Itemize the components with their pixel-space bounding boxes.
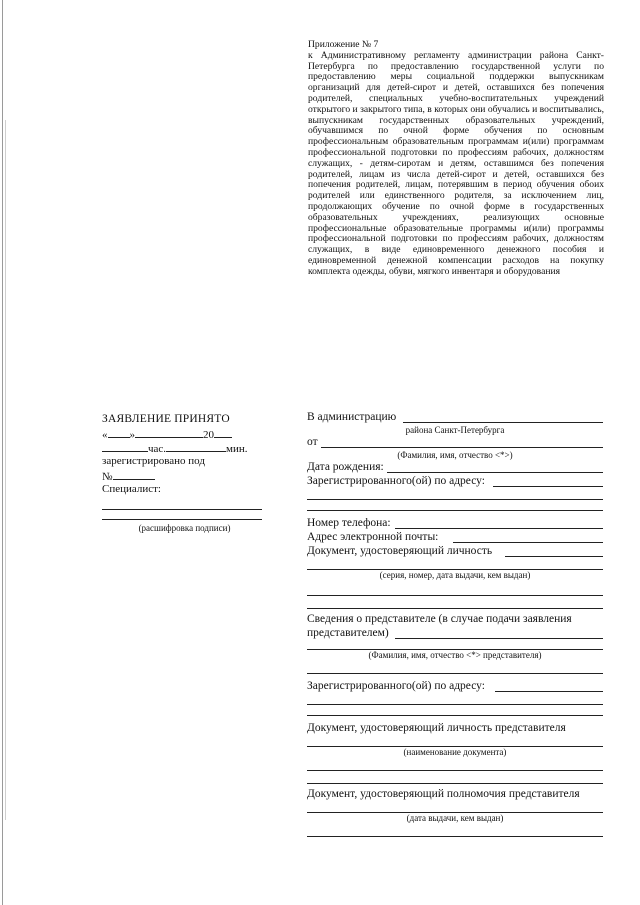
- appendix-number: Приложение № 7: [308, 39, 379, 50]
- month-field[interactable]: [135, 427, 203, 438]
- accepted-title: ЗАЯВЛЕНИЕ ПРИНЯТО: [102, 413, 230, 425]
- birth-date-field[interactable]: [387, 472, 603, 473]
- specialist-label: Специалист:: [102, 483, 161, 495]
- admin-field[interactable]: [403, 422, 603, 423]
- minute-label: мин.: [226, 443, 248, 455]
- email-field[interactable]: [453, 542, 603, 543]
- identity-line-4[interactable]: [307, 596, 603, 609]
- hour-field[interactable]: [102, 441, 148, 452]
- hour-label: час.: [148, 443, 167, 455]
- from-label: от: [307, 436, 318, 448]
- phone-field[interactable]: [395, 528, 603, 529]
- specialist-signature-row: [102, 497, 267, 513]
- registration-number-row: [102, 469, 267, 483]
- identity-label: Документ, удостоверяющий личность: [307, 545, 493, 557]
- rep-address-label: Зарегистрированного(ой) по адресу:: [307, 680, 485, 692]
- rep-address-field[interactable]: [495, 691, 603, 692]
- phone-label: Номер телефона:: [307, 517, 391, 529]
- from-row: [307, 436, 603, 450]
- accepted-date-row: [102, 427, 267, 441]
- year-prefix: 20: [203, 429, 214, 441]
- scan-edge: [2, 0, 3, 905]
- birth-row: [307, 461, 603, 475]
- rep-address-line-3[interactable]: [307, 705, 603, 716]
- phone-row: [307, 517, 603, 531]
- minute-field[interactable]: [166, 441, 226, 452]
- authority-row: [307, 788, 603, 802]
- year-field[interactable]: [214, 427, 232, 438]
- email-row: [307, 531, 603, 545]
- fio-caption: (Фамилия, имя, отчество <*>): [397, 450, 513, 460]
- rep-identity-row: [307, 722, 603, 736]
- rep-address-row: [307, 680, 603, 694]
- rep-identity-line-3[interactable]: [307, 771, 603, 784]
- representative-field[interactable]: [395, 638, 603, 639]
- birth-label: Дата рождения:: [307, 461, 384, 473]
- authority-line-2[interactable]: [307, 824, 603, 837]
- scan-edge-shadow: [5, 120, 6, 820]
- authority-caption: (дата выдачи, кем выдан): [406, 813, 504, 823]
- rep-identity-label: Документ, удостоверяющий личность представителя: [307, 722, 566, 734]
- rep-address-line-2[interactable]: [307, 694, 603, 705]
- representative-info-row: [307, 613, 603, 627]
- specialist-name-line[interactable]: [102, 519, 262, 520]
- specialist-signature-line[interactable]: [102, 509, 262, 510]
- applicant-name-field[interactable]: [321, 447, 603, 448]
- address-line-3[interactable]: [307, 500, 603, 511]
- quote-open: «: [102, 429, 108, 441]
- address-row: [307, 475, 603, 489]
- rep-fio-caption: (Фамилия, имя, отчество <*> представителя): [368, 650, 542, 660]
- rep-identity-line[interactable]: [307, 736, 603, 747]
- authority-line[interactable]: [307, 802, 603, 813]
- specialist-name-row: [102, 513, 267, 523]
- address-field[interactable]: [493, 486, 603, 487]
- admin-label: В администрацию: [307, 411, 397, 423]
- admin-row: [307, 411, 603, 425]
- registered-label: зарегистрировано под: [102, 455, 205, 467]
- rep-identity-line-2[interactable]: [307, 758, 603, 771]
- representative-line-2[interactable]: [307, 641, 603, 650]
- accepted-time-row: [102, 441, 267, 455]
- signature-caption: (расшифровка подписи): [138, 523, 231, 533]
- address-line-2[interactable]: [307, 489, 603, 500]
- identity-line-2[interactable]: [307, 559, 603, 570]
- address-label: Зарегистрированного(ой) по адресу:: [307, 475, 485, 487]
- representative-line-3[interactable]: [307, 661, 603, 674]
- applicant-block: [307, 411, 603, 837]
- quote-close: »: [129, 429, 135, 441]
- identity-line-3[interactable]: [307, 581, 603, 596]
- identity-row: [307, 545, 603, 559]
- authority-label: Документ, удостоверяющий полномочия представителя: [307, 788, 580, 800]
- representative-info-row-2: [307, 627, 603, 641]
- doc-name-caption: (наименование документа): [403, 747, 507, 757]
- acceptance-block: [102, 413, 267, 533]
- appendix-text: к Административному регламенту администрации района Санкт-Петербурга по предоставлению государственной услуги по предоставлению меры социальной поддержки выпускникам организаций для детей-сирот и детей, оставшихся без попечения родителей, специальных учебно-воспитательных учреждений открытого и закрытого типа, в которых они обучались и воспитывались, выпускникам государственных образовательных учреждений, обучавшимся по очной форме обучения по основным профессиональным образовательным программам и(или) программам профессиональной подготовки по профессиям рабочих, должностям служащих, - детям-сиротам и детям, оставшимся без попечения родителей, лицам из числа детей-сирот и детей, оставшихся без попечения родителей, лицам, потерявшим в период обучения обоих родителей или единственного родителя, за исключением лиц, продолжающих обучение по очной форме в государственных образовательных учреждениях, реализующих основные профессиональные образовательные программы и(или) программы профессиональной подготовки по профессиям рабочих, должностям служащих, в виде единовременного денежного пособия и единовременной денежной компенсации расходов на покупку комплекта одежды, обуви, мягкого инвентаря и оборудования: [308, 49, 604, 277]
- identity-field[interactable]: [505, 556, 603, 557]
- day-field[interactable]: [108, 427, 130, 438]
- representative-info-label: Сведения о представителе (в случае подачи заявления: [307, 613, 572, 625]
- email-label: Адрес электронной почты:: [307, 531, 439, 543]
- number-sign: №: [102, 471, 113, 483]
- appendix-header: [308, 40, 604, 278]
- registration-number-field[interactable]: [113, 469, 155, 480]
- district-caption: района Санкт-Петербурга: [405, 425, 505, 435]
- representative-info-label-2: представителем): [307, 627, 389, 639]
- identity-caption: (серия, номер, дата выдачи, кем выдан): [379, 570, 531, 580]
